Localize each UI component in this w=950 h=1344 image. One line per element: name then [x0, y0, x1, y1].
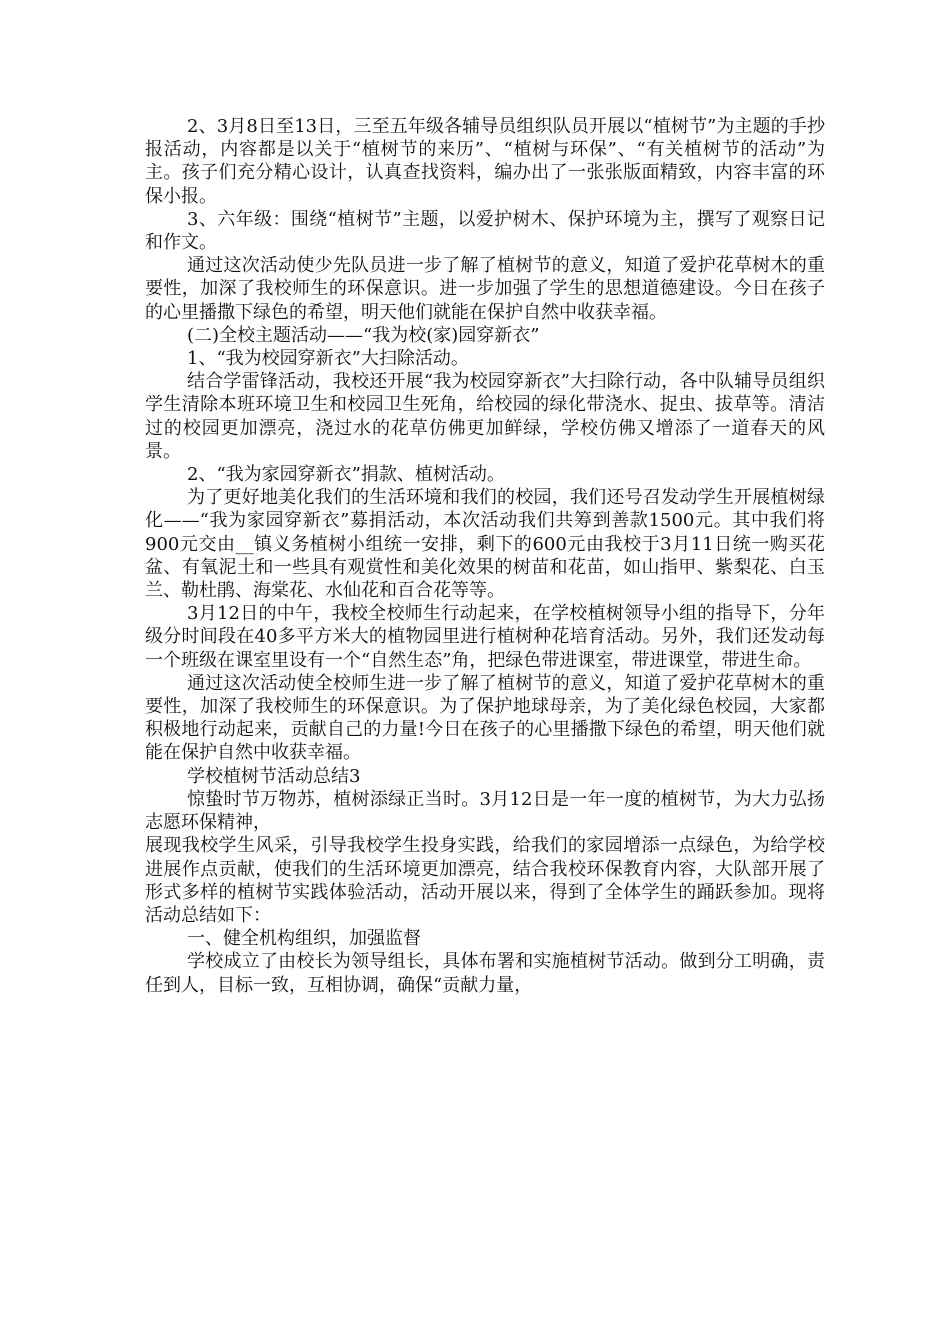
paragraph-intro-3-continued: 展现我校学生风采，引导我校学生投身实践，给我们的家园增添一点绿色，为给学校进展作点贡献，使我们的生活环境更加漂亮，结合我校环保教育内容，大队部开展了形式多样的植树节实践体验活动，活动开展以来，得到了全体学生的踊跃参加。现将活动总结如下： [145, 835, 825, 926]
paragraph-intro-3: 惊蛰时节万物苏，植树添绿正当时。3月12日是一年一度的植树节，为大力弘扬志愿环保精神， [145, 788, 825, 834]
paragraph-grade-six: 3、六年级：围绕“植树节”主题，以爱护树木、保护环境为主，撰写了观察日记和作文。 [145, 208, 825, 254]
subheading-donation-planting: 2、“我为家园穿新衣”捐款、植树活动。 [187, 464, 505, 486]
section-heading-theme-activity: (二)全校主题活动——“我为校(家)园穿新衣” [187, 324, 540, 346]
subheading-campus-cleaning: 1、“我为校园穿新衣”大扫除活动。 [187, 348, 469, 370]
paragraph-handcopy-report: 2、3月8日至13日，三至五年级各辅导员组织队员开展以“植树节”为主题的手抄报活动，内容都是以关于“植树节的来历”、“植树与环保”、“有关植树节的活动”为主。孩子们充分精心设计，认真查找资料，编办出了一张张版面精致，内容丰富的环保小报。 [145, 116, 825, 207]
document-page [145, 115, 825, 997]
paragraph-organization: 学校成立了由校长为领导组长，具体布署和实施植树节活动。做到分工明确，责任到人，目标一致，互相协调，确保“贡献力量， [145, 951, 825, 996]
subheading-organization: 一、健全机构组织，加强监督 [187, 928, 421, 950]
paragraph-donation: 为了更好地美化我们的生活环境和我们的校园，我们还号召发动学生开展植树绿化——“我为家园穿新衣”募捐活动，本次活动我们共筹到善款1500元。其中我们将900元交由__镇义务植树小组统一安排，剩下的600元由我校于3月11日统一购买花盆、有氧泥土和一些具有观赏性和美化效果的树苗和花苗，如山指甲、紫梨花、白玉兰、勒杜鹃、海棠花、水仙花和百合花等等。 [145, 487, 825, 602]
paragraph-planting-day: 3月12日的中午，我校全校师生行动起来，在学校植树领导小组的指导下，分年级分时间段在40多平方米大的植物园里进行植树种花培育活动。另外，我们还发动每一个班级在课室里设有一个“自然生态”角，把绿色带进课室，带进课堂，带进生命。 [145, 603, 825, 671]
paragraph-campus-cleaning: 结合学雷锋活动，我校还开展“我为校园穿新衣”大扫除行动，各中队辅导员组织学生清除本班环境卫生和校园卫生死角，给校园的绿化带浇水、捉虫、拔草等。清洁过的校园更加漂亮，浇过水的花草仿佛更加鲜绿，学校仿佛又增添了一道春天的风景。 [145, 371, 825, 462]
paragraph-summary-2: 通过这次活动使全校师生进一步了解了植树节的意义，知道了爱护花草树木的重要性，加深了我校师生的环保意识。为了保护地球母亲，为了美化绿色校园，大家都积极地行动起来，贡献自己的力量!今日在孩子的心里播撒下绿色的希望，明天他们就能在保护自然中收获幸福。 [145, 672, 825, 764]
section-title-summary-3: 学校植树节活动总结3 [187, 765, 361, 787]
paragraph-summary-1: 通过这次活动使少先队员进一步了解了植树节的意义，知道了爱护花草树木的重要性，加深了我校师生的环保意识。进一步加强了学生的思想道德建设。今日在孩子的心里播撒下绿色的希望，明天他们就能在保护自然中收获幸福。 [145, 255, 825, 323]
